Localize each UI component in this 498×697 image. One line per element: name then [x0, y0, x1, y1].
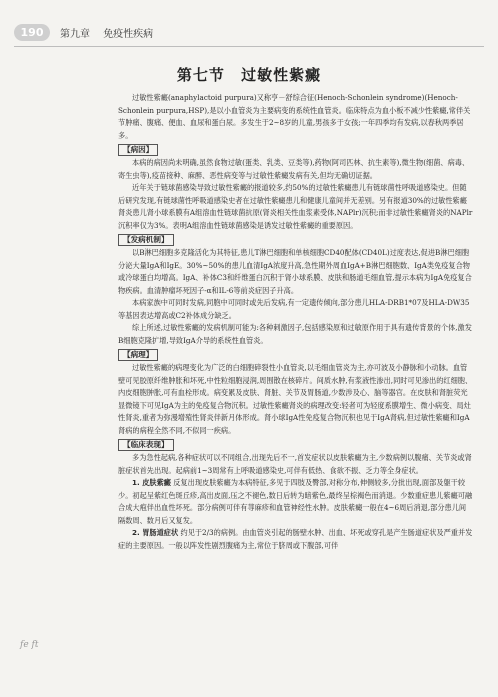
- clinical-item-gi-label: 2. 胃肠道症状: [132, 528, 179, 537]
- etiology-heading: 【病因】: [118, 144, 158, 156]
- pathogenesis-paragraph-2: 本病家族中可同时发病,同胞中可同时或先后发病,有一定遗传倾向,部分患儿HLA-DRB1*07及HLA-DW35等基因表达增高或C2补体成分缺乏。: [118, 298, 470, 320]
- margin-handwriting: fe ft: [20, 640, 39, 650]
- section-title: [0, 64, 498, 85]
- running-header: [60, 25, 153, 40]
- body-text: [118, 92, 473, 552]
- clinical-item-skin: [118, 477, 473, 527]
- pathogenesis-heading: 【发病机制】: [118, 234, 174, 246]
- header-rule: [14, 46, 484, 47]
- pathogenesis-paragraph-3: 综上所述,过敏性紫癜的发病机制可能为:各种刺激因子,包括感染原和过敏原作用于具有遗传背景的个体,激发B细胞克隆扩增,导致IgA介导的系统性血管炎。: [118, 323, 472, 345]
- etiology-paragraph-1: 本病的病因尚未明确,虽然食物过敏(蛋类、乳类、豆类等),药物(阿司匹林、抗生素等),微生物(细菌、病毒、寄生虫等),疫苗接种、麻醉、恶性病变等与过敏性紫癜发病有关,但均无确切证据。: [118, 158, 470, 180]
- clinical-item-skin-label: 1. 皮肤紫癜: [132, 478, 171, 487]
- clinical-item-skin-text: 反复出现皮肤紫癜为本病特征,多见于四肢及臀部,对称分布,伸侧较多,分批出现,面部及躯干较少。初起呈紫红色斑丘疹,高出皮面,压之不褪色,数日后转为暗紫色,最终呈棕褐色而消退。少数重症患儿紫癜可融合成大疱伴出血性坏死。部分病例可伴有荨麻疹和血管神经性水肿。皮肤紫癜一般在4~6周后消退,部分患儿间隔数周、数月后又复发。: [118, 478, 473, 525]
- clinical-intro: 多为急性起病,各种症状可以不同组合,出现先后不一,首发症状以皮肤紫癜为主,少数病例以腹痛、关节炎或肾脏症状首先出现。起病前1~3周常有上呼吸道感染史,可伴有低热、食欲不振、乏力等全身症状。: [118, 453, 472, 475]
- chapter-title: 免疫性疾病: [103, 29, 154, 40]
- section-number: 第七节: [176, 66, 225, 84]
- clinical-heading: 【临床表现】: [118, 439, 174, 451]
- pathology-heading: 【病理】: [118, 349, 158, 361]
- page-number-badge: 190: [14, 24, 50, 41]
- chapter-label: 第九章: [60, 29, 90, 40]
- clinical-item-gi: [118, 527, 473, 552]
- section-name: 过敏性紫癜: [241, 66, 322, 84]
- pathogenesis-paragraph-1: 以B淋巴细胞多克隆活化为其特征,患儿T淋巴细胞和单核细胞CD40配体(CD40L)过度表达,促进B淋巴细胞分泌大量IgA和IgE。30%~50%的患儿血清IgA浓度升高,急性期外周血IgA+B淋巴细胞数、IgA类免疫复合物或冷球蛋白均增高。IgA、补体C3和纤维蛋白沉积于肾小球系膜、皮肤和肠道毛细血管,提示本病为IgA免疫复合物疾病。血清肿瘤坏死因子-α和IL-6等前炎症因子升高。: [118, 248, 472, 295]
- clinical-item-gi-text: 约见于2/3的病例。由血管炎引起的肠壁水肿、出血、坏死或穿孔是产生肠道症状及严重并发症的主要原因。一般以阵发性剧烈腹痛为主,常位于脐周或下腹部,可伴: [118, 528, 473, 550]
- intro-paragraph: 过敏性紫癜(anaphylactoid purpura)又称亨－舒综合征(Henoch-Schonlein syndrome)(Henoch-Schonlein purpura,HSP),是以小血管炎为主要病变的系统性血管炎。临床特点为血小板不减少性紫癜,常伴关节肿痛、腹痛、便血、血尿和蛋白尿。多发生于2~8岁的儿童,男孩多于女孩;一年四季均有发病,以春秋两季居多。: [118, 93, 471, 140]
- etiology-paragraph-2: 近年关于链球菌感染导致过敏性紫癜的报道较多,约50%的过敏性紫癜患儿有链球菌性呼吸道感染史。但随后研究发现,有链球菌性呼吸道感染史者在过敏性紫癜患儿和健康儿童间并无差别。另有报道30%的过敏性紫癜肾炎患儿肾小球系膜有A组溶血性链球菌抗原(肾炎相关性血浆素受体,NAPlr)沉积;而非过敏性紫癜肾炎的NAPlr沉积率仅为3%。表明A组溶血性链球菌感染是诱发过敏性紫癜的重要原因。: [118, 183, 473, 230]
- pathology-paragraph-1: 过敏性紫癜的病理变化为广泛的白细胞碎裂性小血管炎,以毛细血管炎为主,亦可波及小静脉和小动脉。血管壁可见胶原纤维肿胀和坏死,中性粒细胞浸润,周围散在核碎片。间质水肿,有浆液性渗出,同时可见渗出的红细胞、内皮细胞肿胀,可有血栓形成。病变累及皮肤、肾脏、关节及胃肠道,少数涉及心、脑等器官。在皮肤和肾脏荧光显微镜下可见IgA为主的免疫复合物沉积。过敏性紫癜肾炎的病理改变:轻者可为轻度系膜增生、微小病变、局灶性肾炎,重者为弥漫增殖性肾炎伴新月体形成。肾小球IgA性免疫复合物沉积也见于IgA肾病,但过敏性紫癜和IgA肾病的病程全然不同,不似同一疾病。: [118, 363, 473, 435]
